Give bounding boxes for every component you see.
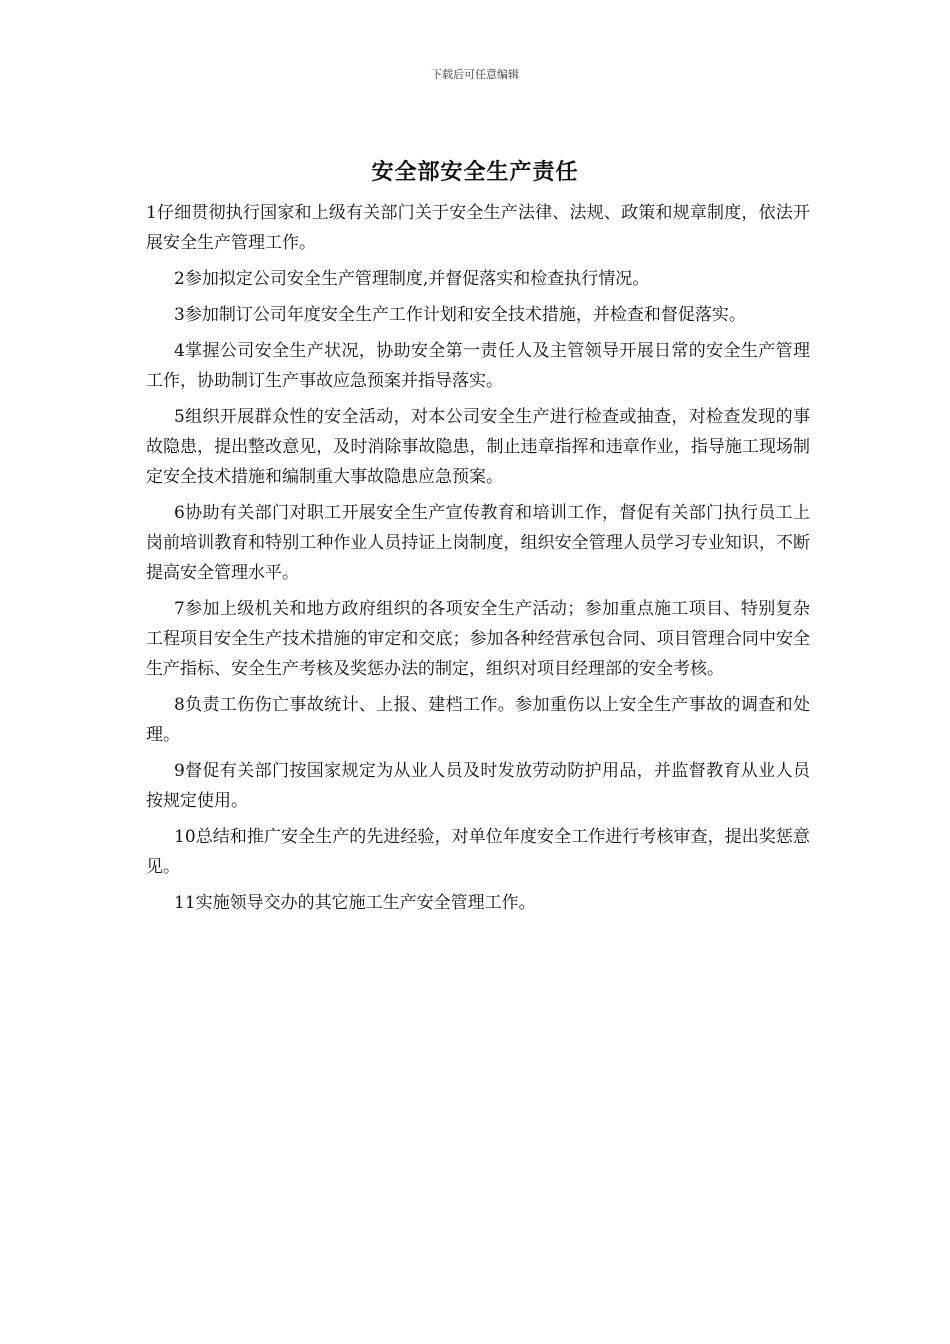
paragraph-2: 2参加拟定公司安全生产管理制度,并督促落实和检查执行情况。 [174,269,650,289]
paragraph-7: 7参加上级机关和地方政府组织的各项安全生产活动；参加重点施工项目、特别复杂工程项目安全生产技术措施的审定和交底；参加各种经营承包合同、项目管理合同中安全生产指标、安全生产考核及奖惩办法的制定，组织对项目经理部的安全考核。 [146,599,810,679]
paragraph-4: 4掌握公司安全生产状况，协助安全第一责任人及主管领导开展日常的安全生产管理工作，协助制订生产事故应急预案并指导落实。 [146,341,810,391]
document-title: 安全部安全生产责任 [371,159,579,185]
paragraph-3: 3参加制订公司年度安全生产工作计划和安全技术措施，并检查和督促落实。 [174,305,746,325]
paragraph-5: 5组织开展群众性的安全活动，对本公司安全生产进行检查或抽查，对检查发现的事故隐患，提出整改意见，及时消除事故隐患，制止违章指挥和违章作业，指导施工现场制定安全技术措施和编制重大事故隐患应急预案。 [146,407,810,487]
paragraph-8: 8负责工伤伤亡事故统计、上报、建档工作。参加重伤以上安全生产事故的调查和处理。 [146,695,810,745]
page-header-note: 下载后可任意编辑 [431,68,519,81]
paragraph-11: 11实施领导交办的其它施工生产安全管理工作。 [174,893,536,913]
paragraph-10: 10总结和推广安全生产的先进经验，对单位年度安全工作进行考核审查，提出奖惩意见。 [146,827,810,877]
paragraph-6: 6协助有关部门对职工开展安全生产宣传教育和培训工作，督促有关部门执行员工上岗前培训教育和特别工种作业人员持证上岗制度，组织安全管理人员学习专业知识，不断提高安全管理水平。 [146,503,810,583]
paragraph-9: 9督促有关部门按国家规定为从业人员及时发放劳动防护用品，并监督教育从业人员按规定使用。 [146,761,810,811]
document-body [146,198,810,924]
paragraph-1: 1仔细贯彻执行国家和上级有关部门关于安全生产法律、法规、政策和规章制度，依法开展安全生产管理工作。 [146,203,810,253]
